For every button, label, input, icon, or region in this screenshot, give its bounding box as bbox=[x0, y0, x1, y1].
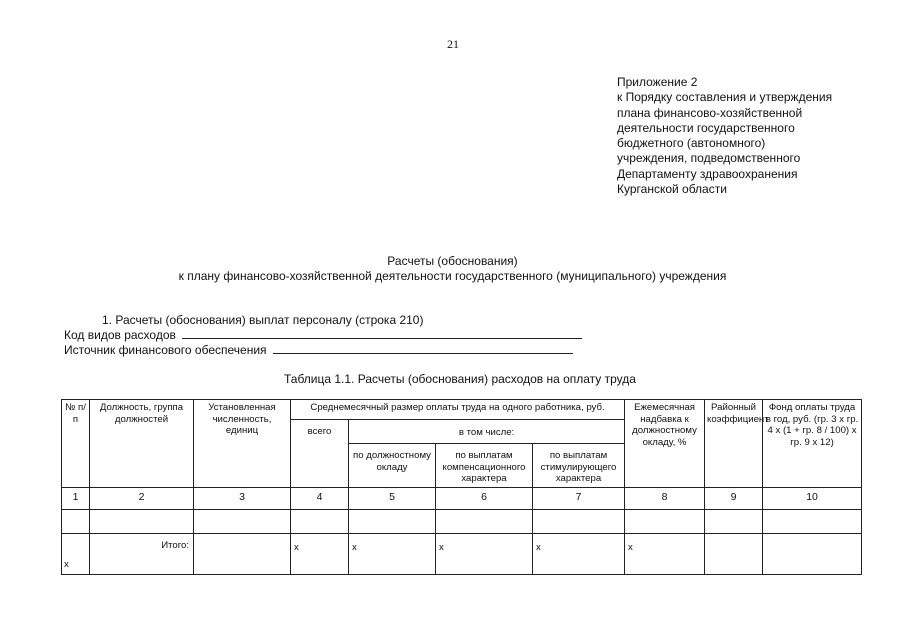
total-mark: x bbox=[62, 533, 90, 574]
header-headcount: Установленная численность, единиц bbox=[194, 400, 291, 488]
header-payroll-fund: Фонд оплаты труда в год, руб. (гр. 3 х гр. 4 х (1 + гр. 8 / 100) х гр. 9 х 12) bbox=[763, 400, 862, 488]
column-number: 7 bbox=[533, 487, 625, 509]
appendix-line: бюджетного (автономного) bbox=[617, 136, 766, 151]
total-mark: x bbox=[291, 533, 349, 574]
table-cell[interactable] bbox=[625, 509, 705, 533]
column-number: 6 bbox=[436, 487, 533, 509]
header-average-salary: Среднемесячный размер оплаты труда на одного работника, руб. bbox=[291, 400, 625, 420]
table-cell[interactable] bbox=[436, 509, 533, 533]
column-number: 2 bbox=[90, 487, 194, 509]
header-incentive: по выплатам стимулирующего характера bbox=[533, 444, 625, 488]
column-number: 1 bbox=[62, 487, 90, 509]
table-cell[interactable] bbox=[533, 509, 625, 533]
column-number: 3 bbox=[194, 487, 291, 509]
appendix-line: Курганской области bbox=[617, 182, 727, 197]
appendix-note bbox=[617, 75, 877, 197]
header-total: всего bbox=[291, 419, 349, 487]
total-row bbox=[62, 533, 862, 574]
table-cell[interactable] bbox=[349, 509, 436, 533]
appendix-line: Департаменту здравоохранения bbox=[617, 166, 798, 181]
appendix-line: учреждения, подведомственного bbox=[617, 151, 801, 166]
table-cell[interactable] bbox=[90, 509, 194, 533]
total-mark: x bbox=[625, 533, 705, 574]
document-title bbox=[0, 254, 905, 284]
section-heading: 1. Расчеты (обоснования) выплат персоналу (строка 210) bbox=[102, 313, 424, 327]
column-number: 4 bbox=[291, 487, 349, 509]
total-headcount-cell[interactable] bbox=[194, 533, 291, 574]
header-by-salary: по должностному окладу bbox=[349, 444, 436, 488]
payroll-calculation-table bbox=[61, 399, 862, 575]
funding-source-field bbox=[64, 342, 573, 357]
table-cell[interactable] bbox=[705, 509, 763, 533]
expense-code-field bbox=[64, 327, 582, 342]
expense-code-blank bbox=[182, 327, 582, 339]
title-line-1: Расчеты (обоснования) bbox=[387, 254, 518, 268]
header-compensation: по выплатам компенсационного характера bbox=[436, 444, 533, 488]
funding-source-label: Источник финансового обеспечения bbox=[64, 343, 267, 357]
header-including: в том числе: bbox=[349, 419, 625, 444]
column-number: 8 bbox=[625, 487, 705, 509]
page-number: 21 bbox=[447, 37, 459, 51]
appendix-line: к Порядку составления и утверждения bbox=[617, 90, 833, 105]
table-row bbox=[62, 509, 862, 533]
table-cell[interactable] bbox=[291, 509, 349, 533]
table-cell[interactable] bbox=[763, 509, 862, 533]
total-fund-cell[interactable] bbox=[763, 533, 862, 574]
appendix-line: деятельности государственного bbox=[617, 120, 795, 135]
total-mark: x bbox=[349, 533, 436, 574]
table-caption: Таблица 1.1. Расчеты (обоснования) расходов на оплату труда bbox=[284, 372, 636, 386]
expense-code-label: Код видов расходов bbox=[64, 328, 176, 342]
total-label: Итого: bbox=[90, 533, 194, 574]
header-number: № п/п bbox=[62, 400, 90, 488]
title-line-2: к плану финансово-хозяйственной деятельности государственного (муниципального) учреждения bbox=[178, 269, 727, 283]
total-mark: x bbox=[533, 533, 625, 574]
table-cell[interactable] bbox=[62, 509, 90, 533]
column-number: 10 bbox=[763, 487, 862, 509]
table-cell[interactable] bbox=[194, 509, 291, 533]
appendix-line: плана финансово-хозяйственной bbox=[617, 105, 803, 120]
total-mark: x bbox=[436, 533, 533, 574]
column-number: 9 bbox=[705, 487, 763, 509]
header-monthly-bonus: Ежемесячная надбавка к должностному окладу, % bbox=[625, 400, 705, 488]
total-coefficient-cell[interactable] bbox=[705, 533, 763, 574]
header-regional-coefficient: Районный коэффициент bbox=[705, 400, 763, 488]
header-row bbox=[62, 400, 862, 420]
funding-source-blank bbox=[273, 342, 573, 354]
column-number-row bbox=[62, 487, 862, 509]
header-position: Должность, группа должностей bbox=[90, 400, 194, 488]
column-number: 5 bbox=[349, 487, 436, 509]
appendix-line: Приложение 2 bbox=[617, 75, 698, 89]
